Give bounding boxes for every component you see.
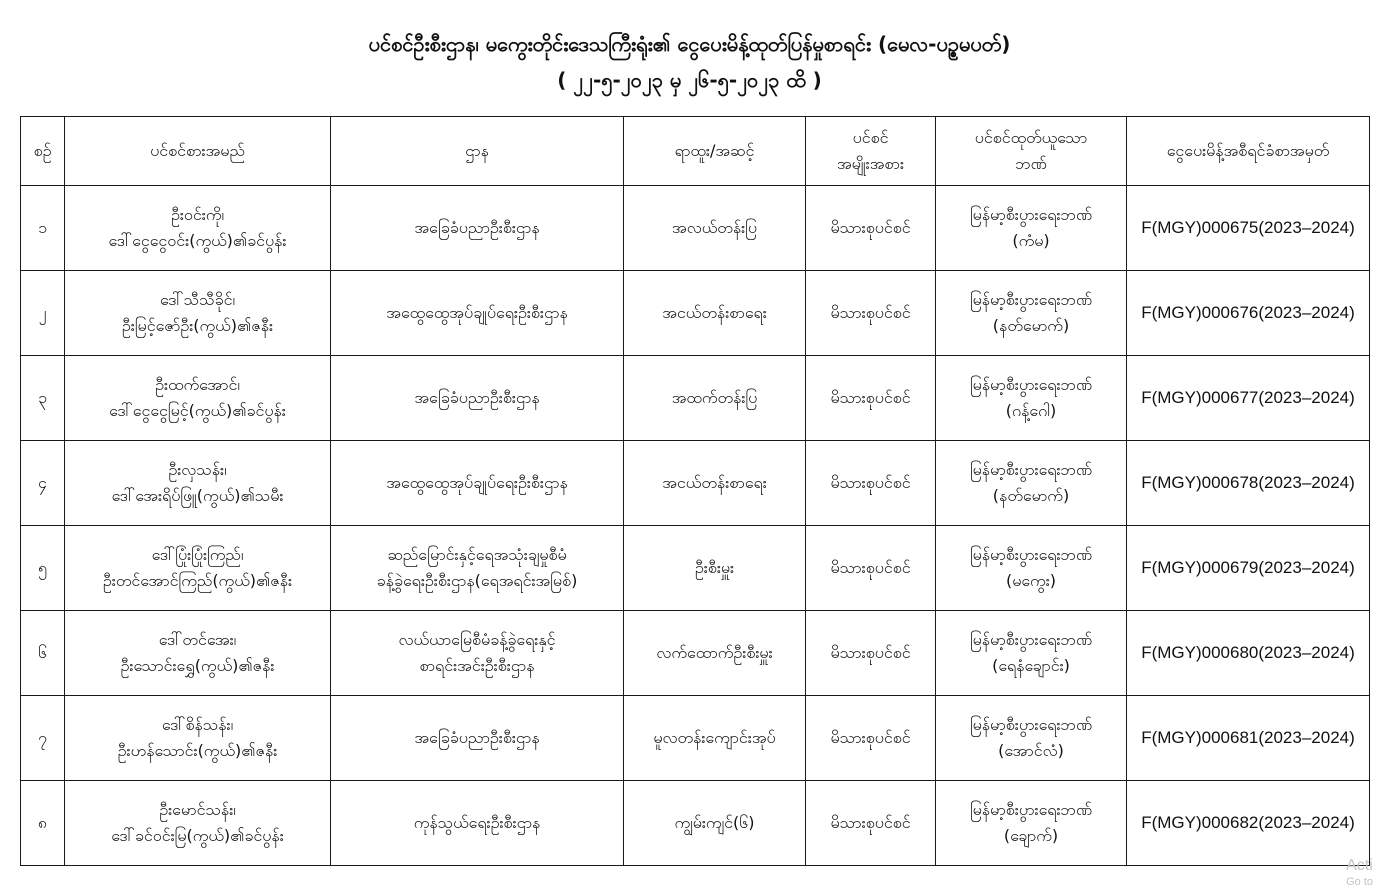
cell-pension-type-text: မိသားစုပင်စင် bbox=[830, 303, 911, 322]
cell-department-text: အခြေခံပညာဦးစီးဌာန bbox=[414, 218, 540, 237]
table-row bbox=[21, 526, 1370, 611]
cell-payment-order-no-text: F(MGY)000678(2023–2024) bbox=[1141, 473, 1355, 492]
cell-payment-order-no-text: F(MGY)000676(2023–2024) bbox=[1141, 303, 1355, 322]
table-row bbox=[21, 696, 1370, 781]
cell-department-text: ခန့်ခွဲရေးဦးစီးဌာန(ရေအရင်းအမြစ်) bbox=[376, 571, 578, 590]
cell-bank-text: (နတ်မောက်) bbox=[992, 486, 1070, 505]
cell-pensioner-name bbox=[65, 611, 331, 696]
cell-serial-no-text: ၆ bbox=[38, 643, 47, 662]
cell-pensioner-name-text: ဒေါ်ပြုံးပြုံးကြည်၊ bbox=[151, 545, 244, 564]
cell-department-text: ဆည်မြောင်းနှင့်ရေအသုံးချမှုစီမံ bbox=[387, 545, 567, 564]
cell-pensioner-name-text: ဒေါ်စိန်သန်း၊ bbox=[161, 715, 234, 734]
header-line: ဘဏ် bbox=[1015, 154, 1047, 173]
cell-pension-type-text: မိသားစုပင်စင် bbox=[830, 558, 911, 577]
cell-position-text: လက်ထောက်ဦးစီးမှူး bbox=[656, 643, 773, 662]
cell-bank bbox=[936, 441, 1127, 526]
header-line: ငွေပေးမိန့်အစီရင်ခံစာအမှတ် bbox=[1166, 141, 1330, 160]
cell-department-text: ကုန်သွယ်ရေးဦးစီးဌာန bbox=[413, 813, 541, 832]
header-line: ရာထူး/အဆင့် bbox=[674, 141, 755, 160]
cell-bank bbox=[936, 611, 1127, 696]
table-row bbox=[21, 356, 1370, 441]
cell-bank-text: မြန်မာ့စီးပွားရေးဘဏ် bbox=[969, 630, 1093, 649]
document-date-range: ( ၂၂-၅-၂၀၂၃ မှ ၂၆-၅-၂၀၂၃ ထိ ) bbox=[557, 68, 822, 92]
cell-pensioner-name bbox=[65, 271, 331, 356]
table-body bbox=[21, 186, 1370, 866]
cell-serial-no bbox=[21, 441, 65, 526]
cell-bank-text: မြန်မာ့စီးပွားရေးဘဏ် bbox=[969, 460, 1093, 479]
header-bank bbox=[936, 117, 1127, 186]
cell-pensioner-name-text: ဦးမောင်သန်း၊ bbox=[159, 800, 236, 819]
header-position bbox=[624, 117, 806, 186]
cell-bank-text: (ချောက်) bbox=[1003, 826, 1059, 845]
cell-pensioner-name bbox=[65, 696, 331, 781]
header-line: ပင်စင်စားအမည် bbox=[150, 141, 245, 160]
cell-position bbox=[624, 526, 806, 611]
cell-pension-type bbox=[806, 441, 936, 526]
watermark-line-1: Acti bbox=[1346, 857, 1373, 874]
cell-payment-order-no bbox=[1127, 441, 1370, 526]
cell-pensioner-name-text: ဦးလှသန်း၊ bbox=[168, 460, 227, 479]
pension-table bbox=[20, 116, 1370, 866]
cell-pensioner-name-text: ဒေါ်တင်အေး၊ bbox=[158, 630, 237, 649]
cell-pensioner-name-text: ဦးဟန်သောင်း(ကွယ်)၏ဇနီး bbox=[117, 741, 278, 760]
cell-payment-order-no-text: F(MGY)000682(2023–2024) bbox=[1141, 813, 1355, 832]
cell-bank-text: (အောင်လံ) bbox=[998, 741, 1064, 760]
cell-payment-order-no-text: F(MGY)000679(2023–2024) bbox=[1141, 558, 1355, 577]
header-line: ဌာန bbox=[465, 141, 489, 160]
cell-department-text: လယ်ယာမြေစီမံခန့်ခွဲရေးနှင့် bbox=[398, 630, 556, 649]
cell-bank-text: (နတ်မောက်) bbox=[992, 316, 1070, 335]
cell-payment-order-no bbox=[1127, 781, 1370, 866]
cell-serial-no-text: ၂ bbox=[38, 303, 47, 322]
header-payment-order-no bbox=[1127, 117, 1370, 186]
cell-department bbox=[331, 356, 624, 441]
cell-pensioner-name-text: ဦးမြင့်ဇော်ဦး(ကွယ်)၏ဇနီး bbox=[121, 316, 274, 335]
cell-payment-order-no bbox=[1127, 526, 1370, 611]
cell-serial-no-text: ၈ bbox=[37, 813, 48, 832]
cell-bank-text: (ဂန့်ဂေါ) bbox=[1005, 401, 1057, 420]
cell-payment-order-no-text: F(MGY)000677(2023–2024) bbox=[1141, 388, 1355, 407]
cell-serial-no-text: ၇ bbox=[38, 728, 47, 747]
cell-payment-order-no-text: F(MGY)000675(2023–2024) bbox=[1141, 218, 1355, 237]
activation-watermark bbox=[1346, 858, 1373, 890]
cell-bank-text: မြန်မာ့စီးပွားရေးဘဏ် bbox=[969, 545, 1093, 564]
header-pensioner-name bbox=[65, 117, 331, 186]
cell-serial-no-text: ၃ bbox=[38, 388, 47, 407]
header-line: ပင်စင် bbox=[852, 128, 889, 147]
cell-position bbox=[624, 356, 806, 441]
cell-payment-order-no bbox=[1127, 696, 1370, 781]
table-row bbox=[21, 611, 1370, 696]
cell-pensioner-name-text: ဒေါ်ငွေငွေဝင်း(ကွယ်)၏ခင်ပွန်း bbox=[108, 231, 287, 250]
cell-pensioner-name bbox=[65, 781, 331, 866]
cell-pensioner-name-text: ဒေါ်သီသီခိုင်၊ bbox=[160, 290, 235, 309]
cell-bank bbox=[936, 526, 1127, 611]
document-title: ပင်စင်ဦးစီးဌာန၊ မကွေးတိုင်းဒေသကြီးရုံး၏ ငွေပေးမိန့်ထုတ်ပြန်မှုစာရင်း (မေလ-ပဥ္စမပတ်) bbox=[368, 32, 1011, 56]
cell-bank bbox=[936, 696, 1127, 781]
cell-serial-no bbox=[21, 696, 65, 781]
cell-position bbox=[624, 781, 806, 866]
cell-department bbox=[331, 271, 624, 356]
cell-department bbox=[331, 526, 624, 611]
cell-department bbox=[331, 186, 624, 271]
cell-department-text: အထွေထွေအုပ်ချုပ်ရေးဦးစီးဌာန bbox=[386, 473, 568, 492]
header-serial-no bbox=[21, 117, 65, 186]
cell-pension-type bbox=[806, 781, 936, 866]
cell-pensioner-name bbox=[65, 356, 331, 441]
cell-pensioner-name-text: ဒေါ်ငွေငွေမြင့်(ကွယ်)၏ခင်ပွန်း bbox=[109, 401, 286, 420]
cell-serial-no bbox=[21, 526, 65, 611]
cell-payment-order-no-text: F(MGY)000680(2023–2024) bbox=[1141, 643, 1355, 662]
cell-department-text: အခြေခံပညာဦးစီးဌာန bbox=[414, 388, 540, 407]
cell-bank-text: (ရေနံချောင်း) bbox=[992, 656, 1070, 675]
table-row bbox=[21, 186, 1370, 271]
cell-position-text: ဦးစီးမှူး bbox=[694, 558, 735, 577]
cell-payment-order-no bbox=[1127, 186, 1370, 271]
cell-bank-text: မြန်မာ့စီးပွားရေးဘဏ် bbox=[969, 290, 1093, 309]
cell-pensioner-name bbox=[65, 526, 331, 611]
cell-bank-text: မြန်မာ့စီးပွားရေးဘဏ် bbox=[969, 205, 1093, 224]
cell-bank bbox=[936, 781, 1127, 866]
cell-position-text: အလယ်တန်းပြ bbox=[672, 218, 757, 237]
header-pension-type bbox=[806, 117, 936, 186]
cell-department bbox=[331, 611, 624, 696]
cell-pension-type bbox=[806, 696, 936, 781]
cell-position-text: မူလတန်းကျောင်းအုပ် bbox=[653, 728, 776, 747]
cell-department bbox=[331, 441, 624, 526]
cell-pension-type-text: မိသားစုပင်စင် bbox=[830, 813, 911, 832]
table-row bbox=[21, 441, 1370, 526]
table-row bbox=[21, 781, 1370, 866]
cell-department-text: အထွေထွေအုပ်ချုပ်ရေးဦးစီးဌာန bbox=[386, 303, 568, 322]
cell-pensioner-name-text: ဦးထက်အောင်၊ bbox=[155, 375, 240, 394]
cell-pension-type bbox=[806, 611, 936, 696]
cell-serial-no bbox=[21, 611, 65, 696]
cell-bank bbox=[936, 186, 1127, 271]
cell-pensioner-name-text: ဦးတင်အောင်ကြည်(ကွယ်)၏ဇနီး bbox=[102, 571, 293, 590]
cell-pension-type bbox=[806, 271, 936, 356]
cell-position bbox=[624, 271, 806, 356]
cell-bank-text: (ကံမ) bbox=[1012, 231, 1050, 250]
cell-pensioner-name-text: ဒေါ်အေးရိပ်ဖြူ(ကွယ်)၏သမီး bbox=[111, 486, 284, 505]
cell-bank bbox=[936, 271, 1127, 356]
cell-pension-type bbox=[806, 526, 936, 611]
watermark-line-2: Go to bbox=[1346, 876, 1373, 888]
cell-position-text: အငယ်တန်းစာရေး bbox=[662, 303, 767, 322]
cell-bank bbox=[936, 356, 1127, 441]
cell-payment-order-no bbox=[1127, 356, 1370, 441]
cell-serial-no-text: ၄ bbox=[38, 473, 47, 492]
cell-pensioner-name bbox=[65, 186, 331, 271]
header-department bbox=[331, 117, 624, 186]
cell-bank-text: မြန်မာ့စီးပွားရေးဘဏ် bbox=[969, 375, 1093, 394]
cell-position bbox=[624, 611, 806, 696]
cell-payment-order-no bbox=[1127, 271, 1370, 356]
cell-bank-text: မြန်မာ့စီးပွားရေးဘဏ် bbox=[969, 800, 1093, 819]
cell-bank-text: မြန်မာ့စီးပွားရေးဘဏ် bbox=[969, 715, 1093, 734]
cell-payment-order-no bbox=[1127, 611, 1370, 696]
cell-serial-no bbox=[21, 356, 65, 441]
header-line: ပင်စင်ထုတ်ယူသော bbox=[974, 128, 1088, 147]
cell-serial-no-text: ၅ bbox=[38, 558, 47, 577]
cell-payment-order-no-text: F(MGY)000681(2023–2024) bbox=[1141, 728, 1355, 747]
cell-position bbox=[624, 186, 806, 271]
cell-serial-no-text: ၁ bbox=[38, 218, 47, 237]
cell-position-text: အငယ်တန်းစာရေး bbox=[662, 473, 767, 492]
cell-serial-no bbox=[21, 781, 65, 866]
cell-position-text: ကျွမ်းကျင်(၆) bbox=[674, 813, 755, 832]
cell-pension-type bbox=[806, 356, 936, 441]
cell-bank-text: (မကွေး) bbox=[1005, 571, 1057, 590]
cell-pension-type-text: မိသားစုပင်စင် bbox=[830, 728, 911, 747]
cell-department bbox=[331, 781, 624, 866]
cell-pensioner-name-text: ဦးသောင်းရွှေ(ကွယ်)၏ဇနီး bbox=[120, 656, 275, 675]
cell-department-text: စာရင်းအင်းဦးစီးဌာန bbox=[419, 656, 535, 675]
cell-pension-type-text: မိသားစုပင်စင် bbox=[830, 643, 911, 662]
cell-position bbox=[624, 696, 806, 781]
header-line: အမျိုးအစား bbox=[836, 154, 905, 173]
table-header bbox=[21, 117, 1370, 186]
cell-serial-no bbox=[21, 186, 65, 271]
cell-department bbox=[331, 696, 624, 781]
cell-pensioner-name-text: ဦးဝင်းကို၊ bbox=[170, 205, 225, 224]
cell-pension-type bbox=[806, 186, 936, 271]
cell-position bbox=[624, 441, 806, 526]
header-line: စဉ် bbox=[33, 141, 52, 160]
table-row bbox=[21, 271, 1370, 356]
cell-pension-type-text: မိသားစုပင်စင် bbox=[830, 473, 911, 492]
cell-pension-type-text: မိသားစုပင်စင် bbox=[830, 218, 911, 237]
header-row bbox=[21, 117, 1370, 186]
cell-pensioner-name bbox=[65, 441, 331, 526]
cell-pensioner-name-text: ဒေါ်ခင်ဝင်းမြ(ကွယ်)၏ခင်ပွန်း bbox=[111, 826, 284, 845]
cell-position-text: အထက်တန်းပြ bbox=[671, 388, 758, 407]
cell-department-text: အခြေခံပညာဦးစီးဌာန bbox=[414, 728, 540, 747]
cell-pension-type-text: မိသားစုပင်စင် bbox=[830, 388, 911, 407]
cell-serial-no bbox=[21, 271, 65, 356]
